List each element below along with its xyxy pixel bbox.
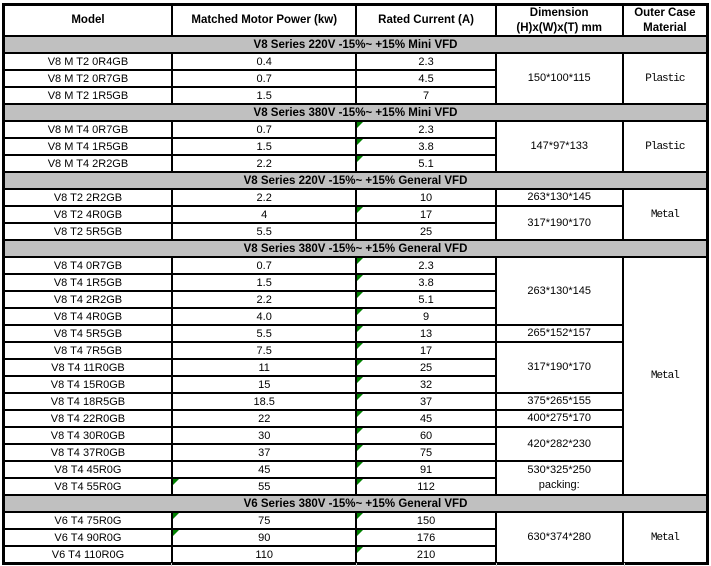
green-triangle-icon xyxy=(357,377,363,383)
rated-current-cell: 75 xyxy=(356,444,495,461)
motor-power-cell: 4.0 xyxy=(172,308,357,325)
motor-power-cell: 22 xyxy=(172,410,357,427)
table-row xyxy=(4,410,708,427)
green-triangle-icon xyxy=(357,445,363,451)
rated-current-cell: 37 xyxy=(356,393,495,410)
table-row xyxy=(4,257,708,274)
model-cell: V6 T4 90R0G xyxy=(4,529,172,546)
col-header-rated-current: Rated Current (A) xyxy=(356,5,495,37)
motor-power-cell: 75 xyxy=(172,512,357,529)
model-cell: V8 T4 55R0G xyxy=(4,478,172,495)
model-cell: V8 M T2 0R7GB xyxy=(4,70,172,87)
motor-power-cell: 90 xyxy=(172,529,357,546)
section-title: V6 Series 380V -15%~ +15% General VFD xyxy=(4,495,708,512)
table-row xyxy=(4,325,708,342)
motor-power-cell: 0.7 xyxy=(172,257,357,274)
dimension-cell: 630*374*280 xyxy=(496,512,623,564)
model-cell: V8 T4 7R5GB xyxy=(4,342,172,359)
section-band-row xyxy=(4,172,708,189)
section-title: V8 Series 380V -15%~ +15% Mini VFD xyxy=(4,104,708,121)
table-row xyxy=(4,461,708,478)
motor-power-cell: 0.7 xyxy=(172,70,357,87)
green-triangle-icon xyxy=(357,547,363,553)
table-row xyxy=(4,512,708,529)
green-triangle-icon xyxy=(357,275,363,281)
section-band-row xyxy=(4,240,708,257)
section-band-row xyxy=(4,104,708,121)
green-triangle-icon xyxy=(357,156,363,162)
model-cell: V8 T4 1R5GB xyxy=(4,274,172,291)
green-triangle-icon xyxy=(357,462,363,468)
rated-current-cell: 60 xyxy=(356,427,495,444)
rated-current-cell: 150 xyxy=(356,512,495,529)
model-cell: V8 T4 11R0GB xyxy=(4,359,172,376)
table-row xyxy=(4,206,708,223)
green-triangle-icon xyxy=(357,326,363,332)
material-cell: Plastic xyxy=(623,121,708,172)
green-triangle-icon xyxy=(173,530,179,536)
table-body xyxy=(4,36,708,564)
model-cell: V8 T4 22R0GB xyxy=(4,410,172,427)
green-triangle-icon xyxy=(357,258,363,264)
motor-power-cell: 5.5 xyxy=(172,223,357,240)
motor-power-cell: 18.5 xyxy=(172,393,357,410)
dimension-cell: 317*190*170 xyxy=(496,342,623,393)
table-row xyxy=(4,342,708,359)
green-triangle-icon xyxy=(357,139,363,145)
rated-current-cell: 7 xyxy=(356,87,495,104)
motor-power-cell: 15 xyxy=(172,376,357,393)
motor-power-cell: 110 xyxy=(172,546,357,564)
rated-current-cell: 210 xyxy=(356,546,495,564)
rated-current-cell: 25 xyxy=(356,223,495,240)
motor-power-cell: 1.5 xyxy=(172,274,357,291)
rated-current-cell: 5.1 xyxy=(356,291,495,308)
dimension-cell: 263*130*145 xyxy=(496,257,623,325)
model-cell: V8 T4 4R0GB xyxy=(4,308,172,325)
rated-current-cell: 17 xyxy=(356,206,495,223)
motor-power-cell: 2.2 xyxy=(172,155,357,172)
section-band-row xyxy=(4,36,708,53)
green-triangle-icon xyxy=(357,513,363,519)
model-cell: V8 T4 18R5GB xyxy=(4,393,172,410)
model-cell: V8 T2 5R5GB xyxy=(4,223,172,240)
rated-current-cell: 3.8 xyxy=(356,138,495,155)
rated-current-cell: 25 xyxy=(356,359,495,376)
table-row xyxy=(4,427,708,444)
dimension-cell: 147*97*133 xyxy=(496,121,623,172)
col-header-dimension: Dimension (H)x(W)x(T) mm xyxy=(496,5,623,37)
material-cell: Metal xyxy=(623,257,708,495)
rated-current-cell: 17 xyxy=(356,342,495,359)
section-title: V8 Series 220V -15%~ +15% General VFD xyxy=(4,172,708,189)
green-triangle-icon xyxy=(357,360,363,366)
dimension-cell: 420*282*230 xyxy=(496,427,623,461)
table-row xyxy=(4,393,708,410)
section-title: V8 Series 380V -15%~ +15% General VFD xyxy=(4,240,708,257)
col-header-outer-case-material: Outer Case Material xyxy=(623,5,708,37)
rated-current-cell: 5.1 xyxy=(356,155,495,172)
model-cell: V8 T2 2R2GB xyxy=(4,189,172,206)
model-cell: V8 T4 2R2GB xyxy=(4,291,172,308)
dimension-cell: 530*325*250 packing: xyxy=(496,461,623,495)
motor-power-cell: 37 xyxy=(172,444,357,461)
green-triangle-icon xyxy=(173,513,179,519)
dimension-cell: 400*275*170 xyxy=(496,410,623,427)
col-header-motor-power: Matched Motor Power (kw) xyxy=(172,5,357,37)
material-cell: Plastic xyxy=(623,53,708,104)
motor-power-cell: 4 xyxy=(172,206,357,223)
rated-current-cell: 4.5 xyxy=(356,70,495,87)
dimension-cell: 317*190*170 xyxy=(496,206,623,240)
table-row xyxy=(4,121,708,138)
dimension-cell: 150*100*115 xyxy=(496,53,623,104)
green-triangle-icon xyxy=(357,343,363,349)
green-triangle-icon xyxy=(357,122,363,128)
rated-current-cell: 13 xyxy=(356,325,495,342)
table-header xyxy=(4,5,708,37)
rated-current-cell: 2.3 xyxy=(356,257,495,274)
material-cell: Metal xyxy=(623,512,708,564)
rated-current-cell: 32 xyxy=(356,376,495,393)
rated-current-cell: 2.3 xyxy=(356,121,495,138)
dimension-cell: 263*130*145 xyxy=(496,189,623,206)
motor-power-cell: 0.4 xyxy=(172,53,357,70)
table-row xyxy=(4,53,708,70)
header-row xyxy=(4,5,708,37)
model-cell: V6 T4 75R0G xyxy=(4,512,172,529)
model-cell: V6 T4 110R0G xyxy=(4,546,172,564)
rated-current-cell: 45 xyxy=(356,410,495,427)
vfd-spec-table xyxy=(2,3,709,565)
motor-power-cell: 1.5 xyxy=(172,138,357,155)
motor-power-cell: 11 xyxy=(172,359,357,376)
rated-current-cell: 176 xyxy=(356,529,495,546)
motor-power-cell: 1.5 xyxy=(172,87,357,104)
green-triangle-icon xyxy=(173,479,179,485)
model-cell: V8 M T4 2R2GB xyxy=(4,155,172,172)
dimension-cell: 375*265*155 xyxy=(496,393,623,410)
model-cell: V8 T4 15R0GB xyxy=(4,376,172,393)
green-triangle-icon xyxy=(357,292,363,298)
green-triangle-icon xyxy=(357,411,363,417)
section-band-row xyxy=(4,495,708,512)
rated-current-cell: 2.3 xyxy=(356,53,495,70)
motor-power-cell: 2.2 xyxy=(172,291,357,308)
green-triangle-icon xyxy=(357,428,363,434)
table-row xyxy=(4,189,708,206)
rated-current-cell: 91 xyxy=(356,461,495,478)
model-cell: V8 T4 5R5GB xyxy=(4,325,172,342)
motor-power-cell: 5.5 xyxy=(172,325,357,342)
rated-current-cell: 112 xyxy=(356,478,495,495)
model-cell: V8 T4 45R0G xyxy=(4,461,172,478)
model-cell: V8 T2 4R0GB xyxy=(4,206,172,223)
motor-power-cell: 2.2 xyxy=(172,189,357,206)
model-cell: V8 M T2 0R4GB xyxy=(4,53,172,70)
model-cell: V8 M T4 1R5GB xyxy=(4,138,172,155)
col-header-model: Model xyxy=(4,5,172,37)
material-cell: Metal xyxy=(623,189,708,240)
rated-current-cell: 10 xyxy=(356,189,495,206)
green-triangle-icon xyxy=(357,394,363,400)
motor-power-cell: 7.5 xyxy=(172,342,357,359)
rated-current-cell: 3.8 xyxy=(356,274,495,291)
dimension-cell: 265*152*157 xyxy=(496,325,623,342)
green-triangle-icon xyxy=(357,479,363,485)
green-triangle-icon xyxy=(357,309,363,315)
green-triangle-icon xyxy=(357,207,363,213)
model-cell: V8 M T2 1R5GB xyxy=(4,87,172,104)
motor-power-cell: 45 xyxy=(172,461,357,478)
motor-power-cell: 0.7 xyxy=(172,121,357,138)
model-cell: V8 T4 37R0GB xyxy=(4,444,172,461)
rated-current-cell: 9 xyxy=(356,308,495,325)
green-triangle-icon xyxy=(357,530,363,536)
section-title: V8 Series 220V -15%~ +15% Mini VFD xyxy=(4,36,708,53)
model-cell: V8 T4 0R7GB xyxy=(4,257,172,274)
motor-power-cell: 30 xyxy=(172,427,357,444)
model-cell: V8 M T4 0R7GB xyxy=(4,121,172,138)
motor-power-cell: 55 xyxy=(172,478,357,495)
model-cell: V8 T4 30R0GB xyxy=(4,427,172,444)
